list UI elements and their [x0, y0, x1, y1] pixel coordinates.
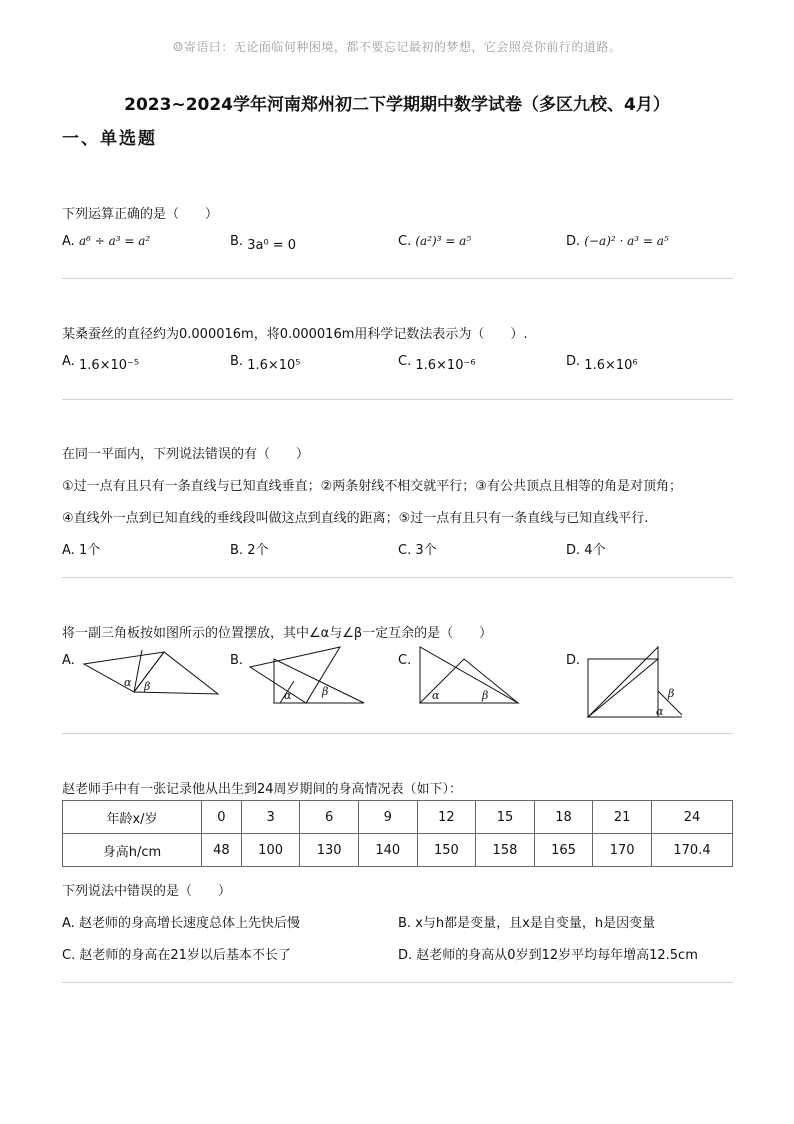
option-text: 赵老师的身高从0岁到12岁平均每年增高12.5cm [416, 948, 698, 963]
q1-stem: 下列运算正确的是（ ） [62, 207, 219, 222]
q4-option-a-label[interactable]: A. [62, 653, 75, 668]
option-label: B. [398, 916, 412, 931]
table-cell: 12 [417, 801, 476, 834]
beta-label: β [482, 689, 489, 702]
option-label: B. [230, 234, 244, 249]
q5-option-a[interactable] [62, 912, 300, 931]
option-text: 4个 [584, 543, 606, 558]
divider [62, 733, 733, 734]
option-label: C. [398, 354, 412, 369]
table-cell: 100 [241, 834, 300, 867]
q3-option-d[interactable] [566, 539, 606, 558]
q4-figure-d[interactable] [586, 645, 686, 719]
option-label: D. [566, 543, 581, 558]
q2-option-d[interactable] [566, 354, 638, 373]
option-label: A. [62, 354, 75, 369]
option-value: 1.6×10⁻⁵ [78, 358, 140, 373]
q4-figure-b[interactable] [250, 645, 370, 707]
table-cell: 21 [593, 801, 652, 834]
q2-option-b[interactable] [230, 354, 301, 373]
option-text: 赵老师的身高在21岁以后基本不长了 [79, 948, 291, 963]
option-text: 3个 [415, 543, 437, 558]
alpha-label: α [284, 689, 292, 702]
q3-option-b[interactable] [230, 539, 268, 558]
option-label: C. [62, 948, 76, 963]
section-title: 一、单选题 [62, 129, 157, 149]
q5-option-b[interactable] [398, 912, 655, 931]
table-cell: 165 [534, 834, 593, 867]
option-value: 1.6×10⁶ [584, 358, 638, 373]
q4-option-d-label[interactable]: D. [566, 653, 581, 668]
q1-option-a[interactable] [62, 234, 150, 249]
option-label: B. [230, 354, 244, 369]
option-label: A. [62, 916, 75, 931]
option-value: 1.6×10⁵ [247, 358, 301, 373]
q5-question: 下列说法中错误的是（ ） [62, 884, 232, 899]
q4-option-b-label[interactable]: B. [230, 653, 244, 668]
table-cell: 24 [652, 801, 733, 834]
q3-option-c[interactable] [398, 539, 437, 558]
table-row [63, 834, 733, 867]
divider [62, 577, 733, 578]
table-cell: 150 [417, 834, 476, 867]
beta-label: β [668, 687, 675, 700]
q3-statements-line1: ①过一点有且只有一条直线与已知直线垂直；②两条射线不相交就平行；③有公共顶点且相等的角是对顶角； [62, 479, 682, 494]
alpha-label: α [124, 676, 132, 689]
q5-option-c[interactable] [62, 944, 291, 963]
q2-option-c[interactable] [398, 354, 476, 373]
table-header: 年龄x/岁 [63, 801, 202, 834]
table-cell: 3 [241, 801, 300, 834]
q4-figure-c[interactable] [418, 645, 522, 707]
option-text: x与h都是变量，且x是自变量，h是因变量 [415, 916, 656, 931]
table-cell: 158 [476, 834, 535, 867]
beta-label: β [144, 680, 151, 693]
table-row [63, 801, 733, 834]
table-cell: 0 [202, 801, 242, 834]
divider [62, 399, 733, 400]
option-text: 赵老师的身高增长速度总体上先快后慢 [78, 916, 300, 931]
alpha-label: α [432, 689, 440, 702]
q3-statements-line2: ④直线外一点到已知直线的垂线段叫做这点到直线的距离；⑤过一点有且只有一条直线与已知直线平行. [62, 511, 649, 526]
option-label: B. [230, 543, 244, 558]
option-value: 1.6×10⁻⁶ [415, 358, 476, 373]
option-label: D. [398, 948, 413, 963]
exam-title: 2023~2024学年河南郑州初二下学期期中数学试卷（多区九校、4月） [124, 95, 670, 115]
q5-option-d[interactable] [398, 944, 698, 963]
divider [62, 278, 733, 279]
option-label: A. [62, 234, 75, 249]
table-cell: 6 [300, 801, 359, 834]
q4-figure-a[interactable] [84, 642, 224, 704]
table-cell: 15 [476, 801, 535, 834]
q2-stem: 某桑蚕丝的直径约为0.000016m，将0.000016m用科学记数法表示为（ ）. [62, 327, 528, 342]
table-cell: 130 [300, 834, 359, 867]
q1-option-b[interactable] [230, 234, 297, 253]
table-cell: 48 [202, 834, 242, 867]
option-label: C. [398, 234, 412, 249]
q2-option-a[interactable] [62, 354, 140, 373]
q4-stem: 将一副三角板按如图所示的位置摆放，其中∠α与∠β一定互余的是（ ） [62, 626, 493, 641]
table-header: 身高h/cm [63, 834, 202, 867]
triangle-left [588, 659, 658, 717]
table-cell: 18 [534, 801, 593, 834]
q5-stem: 赵老师手中有一张记录他从出生到24周岁期间的身高情况表（如下）： [62, 782, 463, 797]
q1-option-d[interactable] [566, 234, 669, 249]
option-label: D. [566, 354, 581, 369]
beta-label: β [322, 685, 329, 698]
option-text: 2个 [247, 543, 269, 558]
alpha-label: α [656, 705, 664, 718]
option-label: A. [62, 543, 75, 558]
table-cell: 9 [358, 801, 417, 834]
option-label: D. [566, 234, 581, 249]
option-formula: (a²)³ = a⁵ [415, 234, 472, 248]
height-table [62, 800, 733, 867]
table-cell: 170.4 [652, 834, 733, 867]
table-cell: 170 [593, 834, 652, 867]
option-formula: a⁶ ÷ a³ = a² [78, 234, 151, 248]
option-formula: 3a⁰ = 0 [247, 238, 297, 253]
q4-option-c-label[interactable]: C. [398, 653, 412, 668]
option-text: 1个 [78, 543, 101, 558]
motto: ☺寄语曰：无论面临何种困境，都不要忘记最初的梦想，它会照亮你前行的道路。 [172, 40, 622, 54]
divider [62, 982, 733, 983]
option-label: C. [398, 543, 412, 558]
table-cell: 140 [358, 834, 417, 867]
option-formula: (−a)² · a³ = a⁵ [584, 234, 669, 248]
q3-stem: 在同一平面内，下列说法错误的有（ ） [62, 447, 310, 462]
q1-option-c[interactable] [398, 234, 471, 249]
triangle-right [588, 647, 658, 717]
q3-option-a[interactable] [62, 539, 100, 558]
